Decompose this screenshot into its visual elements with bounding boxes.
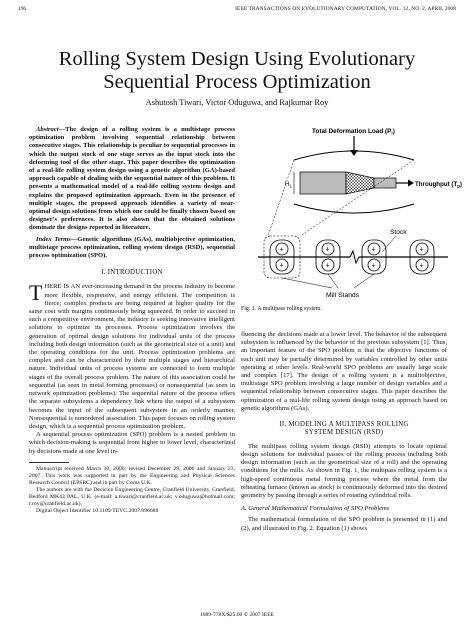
right-paragraph-1: fluencing the decisions made at a lower level. The behavior of the subsequent subsystem is influenced by the behavior of the previous subsystem [1]. Thus, an important feature of the SPO problem is that the objective functions of each unit may be partially determined by variables controlled by other units operating at other levels. Real-world SPO problems are usually large scale and complex [17]. The design of a rolling system is a multiobjective, multistage SPO problem involving a large number of design variables and a sequential relationship between consecutive stages. This paper describes the optimization of a real-life rolling system design using an approach based on genetic algorithms (GAs). xyxy=(241,331,447,412)
footnote-manuscript: Manuscript received March 30, 2006; revised December 29, 2006 and January 23, 2007. This work was supported in part by the Engineering and Physical Sciences Research Council (EPSRC) and in part by Corus U.K. xyxy=(29,465,235,486)
section2-title-line-1: II. MODELING A MULTIPASS ROLLING xyxy=(279,421,409,429)
abstract xyxy=(29,126,235,233)
left-column xyxy=(29,126,235,515)
mill-pointer-1 xyxy=(282,278,332,288)
svg-text:+: + xyxy=(325,246,330,254)
throughput-arrowhead xyxy=(408,180,414,187)
page-number: 196 xyxy=(18,6,27,12)
title-line-1: Rolling System Design Using Evolutionary xyxy=(58,48,416,70)
intro-paragraph-1 xyxy=(29,280,235,431)
intro-text: AN ever-increasing demand in the process industry to become more flexible, responsive, and energy efficient. The competition is fierce; complex products are being required at higher quality for the same cost with margins continuously being squeezed. In order to succeed in such a competitive environment, the industry is seeking innovative intelligent solutions to optimize its processes. Process optimization involves the generation of optimal design solutions for individual units of the process including both design information (such as the geometrical size of a unit) and the operating conditions for the unit. Process optimization problems are complex and can be characterized by their multiple stages and hierarchical nature. Individual units of process systems are connected to form multiple stages of the overall process problem. The nature of this association could be sequential (as seen in metal forming processes) or nonsequential (as seen in network optimization problems). The sequential nature of the process offers the separate subsystems a dependency link where the output of a subsystem becomes the input of the subsequent subsystem in an orderly manner. Nonsequential is nonordered association. This paper focuses on rolling system design, which is a sequential process optimization problem. xyxy=(29,283,235,430)
mill-stands-label: Mill Stands xyxy=(326,292,360,299)
svg-text:+: + xyxy=(419,262,424,270)
connector-line-2 xyxy=(300,160,414,236)
section-heading-modeling xyxy=(241,421,447,438)
author-list: Ashutosh Tiwari, Victor Oduguwa, and Rajkumar Roy xyxy=(145,98,329,107)
drop-cap: T xyxy=(29,280,43,306)
abstract-text: —The design of a rolling system is a multistage process optimization problem involving sequential relationship between consecutive stages. This relationship is peculiar to sequential processes in which the output stock of one stage serves as the input stock into the deforming tool of the other stage. This paper describes the optimization of a real-life rolling system design using a genetic algorithm (GA)-based approach capable of dealing with the sequential nature of this problem. It presents a mathematical model of a real-life rolling system design and explains the proposed optimization approach. Even in the presence of multiple stages, the proposed approach identifies a variety of near-optimal design solutions from which one could be finally chosen based on designer's preferences. It is also shown that the obtained solutions dominate the designs reported in literature. xyxy=(29,126,235,232)
break-mark xyxy=(350,251,359,263)
figure-caption: Fig. 1. A multipass rolling system. xyxy=(241,306,322,312)
footnote-authors: The authors are with the Decision Engineering Centre, Cranfield University, Cranfield, Bedford MK43 0AL, U.K. (e-mail: a.tiwari@cranfield.ac.uk; v.oduguwa@hotmail.com; r.roy@cranfield.ac.uk). xyxy=(29,486,235,507)
mill-pointer-2 xyxy=(328,274,338,288)
journal-header: IEEE TRANSACTIONS ON EVOLUTIONARY COMPUTATION, VOL. 12, NO. 2, APRIL 2008 xyxy=(235,6,456,12)
footnote-rule xyxy=(29,462,69,463)
section2-title-line-2: SYSTEM DESIGN (RSD) xyxy=(304,429,384,437)
paper-title xyxy=(0,48,474,94)
footnote-doi: Digital Object Identifier 10.1109/TEVC.2007.896688 xyxy=(36,507,159,514)
subsection-heading: A. General Mathematical Formulation of SPO Problems xyxy=(241,505,390,513)
title-line-2: Sequential Process Optimization xyxy=(103,71,371,93)
index-terms xyxy=(29,236,235,261)
incoming-stock xyxy=(300,172,346,194)
section-heading-introduction: I. INTRODUCTION xyxy=(101,269,163,277)
right-paragraph-2: The multipass rolling system design (RSD) attempts to locate optimal design solutions for individual passes of the rolling process including both design information (such as the geometrical size of a roll) and the operating conditions for the mills. As shown in Fig. 1, the multipass rolling system is a high-speed continuous metal forming process where the metal from the reheating furnace (known as stock) is continuously deformed into the desired geometry by passing through a series of rotating cylindrical rolls. xyxy=(241,442,447,500)
stock-label: Stock xyxy=(390,229,407,236)
right-column xyxy=(241,331,447,533)
running-header xyxy=(18,6,456,16)
svg-text:+: + xyxy=(371,262,376,270)
svg-text:+: + xyxy=(279,262,284,270)
abstract-label: Abstract xyxy=(36,126,59,133)
figure-rolling-system xyxy=(254,124,462,300)
throughput-label: Throughput $(T_p)$ xyxy=(415,181,462,189)
right-paragraph-3: The mathematical formulation of the SPO problem is presented in (1) and (2), and illustrated in Fig. 2. Equation (1) shows xyxy=(241,516,447,532)
rolling-system-diagram xyxy=(254,124,462,300)
connector-line-1 xyxy=(268,160,294,236)
page-footer: 1089-778X/$25.00 © 2007 IEEE xyxy=(199,612,275,618)
intro-paragraph-2: A sequential process optimization (SPO) problem is a nested problem in which decision-making is sequential from higher to lower level, characterized by decisions made at one level in- xyxy=(29,431,235,455)
h1-label: $H_1$ xyxy=(285,182,292,189)
bottom-roll-arc xyxy=(294,204,414,213)
load-label: Total Deformation Load $(P_i)$ xyxy=(312,128,395,136)
mill-pointer-3 xyxy=(354,274,374,288)
intro-first-word: HERE IS xyxy=(44,283,70,291)
svg-text:+: + xyxy=(371,246,376,254)
svg-text:+: + xyxy=(325,262,330,270)
svg-text:+: + xyxy=(279,246,284,254)
index-terms-label: Index Terms xyxy=(36,235,71,243)
deformation-zone xyxy=(346,172,374,194)
svg-text:+: + xyxy=(419,246,424,254)
outgoing-stock xyxy=(374,178,396,188)
index-terms-text: —Genetic algorithms (GAs), multiobjective optimization, multistage process optimization, rolling system design (RSD), sequential process optimization (SPO). xyxy=(29,235,235,260)
